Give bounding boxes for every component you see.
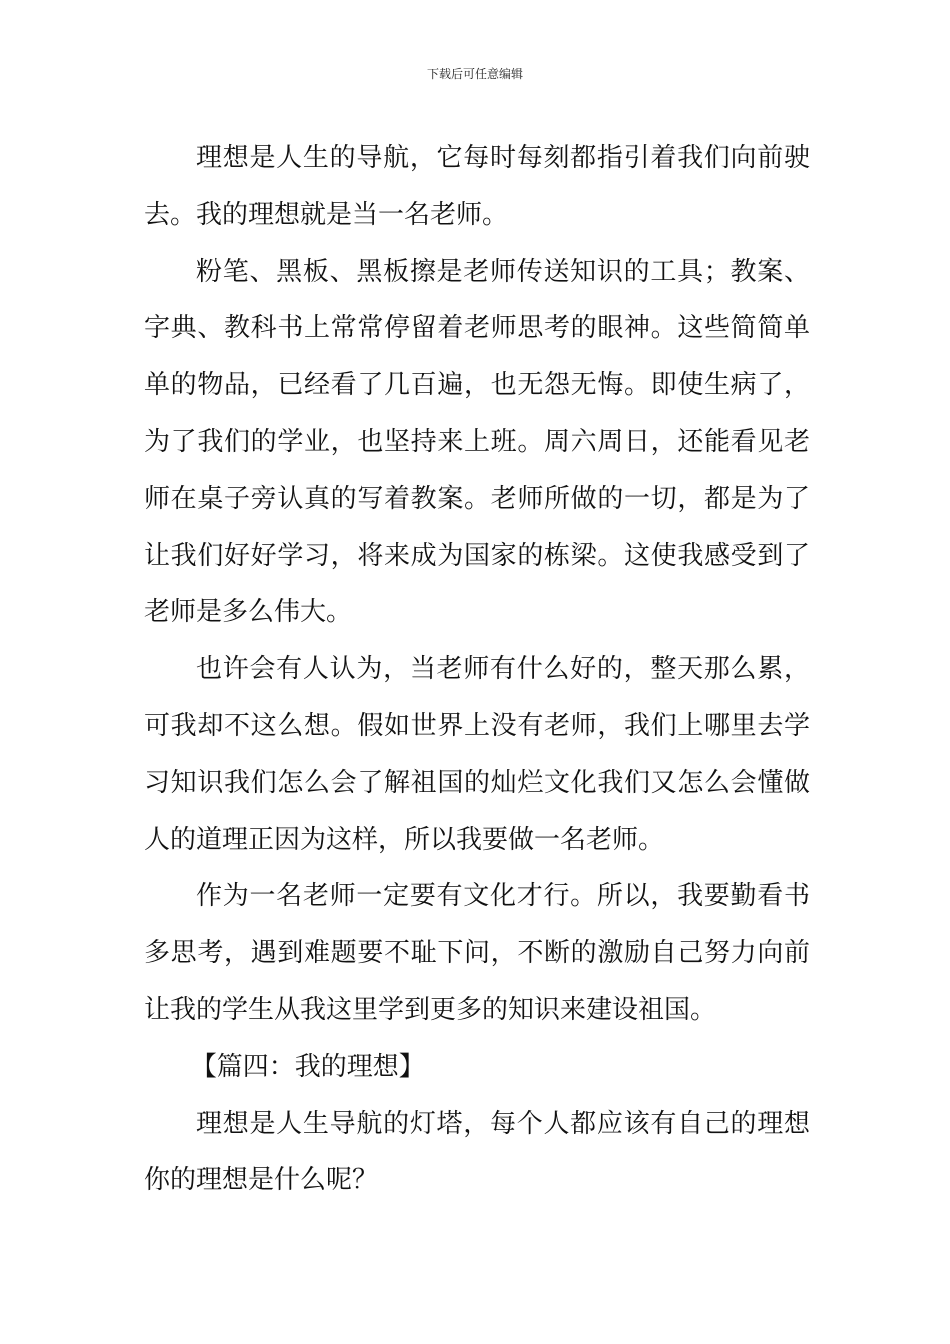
paragraph-4: 作为一名老师一定要有文化才行。所以，我要勤看书多思考，遇到难题要不耻下问，不断的激励自己努力向前让我的学生从我这里学到更多的知识来建设祖国。: [144, 881, 810, 1025]
page-header-note: 下载后可任意编辑: [426, 67, 523, 81]
paragraph-2: 粉笔、黑板、黑板擦是老师传送知识的工具；教案、字典、教科书上常常停留着老师思考的眼神。这些简简单单的物品，已经看了几百遍，也无怨无悔。即使生病了，为了我们的学业，也坚持来上班。周六周日，还能看见老师在桌子旁认真的写着教案。老师所做的一切，都是为了让我们好好学习，将来成为国家的栋梁。这使我感受到了老师是多么伟大。: [144, 256, 810, 628]
closing-paragraph: 理想是人生导航的灯塔，每个人都应该有自己的理想你的理想是什么呢？: [144, 1108, 810, 1196]
document-body: [144, 130, 810, 1209]
paragraph-3: 也许会有人认为，当老师有什么好的，整天那么累，可我却不这么想。假如世界上没有老师，我们上哪里去学习知识我们怎么会了解祖国的灿烂文化我们又怎么会懂做人的道理正因为这样，所以我要做一名老师。: [144, 654, 810, 855]
paragraph-1: 理想是人生的导航，它每时每刻都指引着我们向前驶去。我的理想就是当一名老师。: [144, 143, 810, 230]
section-heading: 【篇四：我的理想】: [190, 1051, 425, 1082]
